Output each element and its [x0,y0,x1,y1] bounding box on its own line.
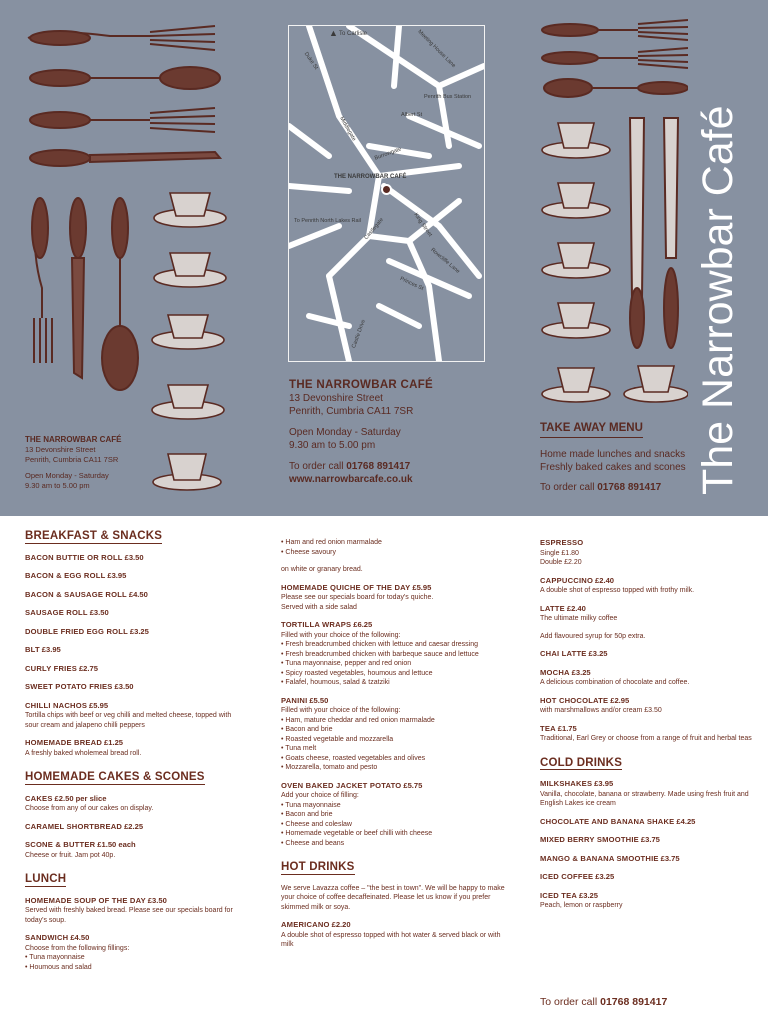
map-label-albert-st: Albert St [401,112,423,118]
location-map [288,25,485,362]
map-label-castle-drive: Castle Drive [351,318,367,350]
left-address-block [25,435,121,491]
filling-item: • Ham and red onion marmalade [281,538,506,548]
takeaway-order-line [540,481,700,494]
menu-item: OVEN BAKED JACKET POTATO £5.75 Add your choice of filling: • Tuna mayonnaise • Bacon and brie • Cheese and coleslaw • Homemade vegetable or beef chilli with cheese • Cheese and beans [281,781,506,849]
map-label-north-arrow: ▲ [329,28,338,38]
filling-item: • Cheese savoury [281,548,506,558]
cup-illustration [150,440,230,500]
opening-days: Open Monday - Saturday [25,471,109,480]
menu-item: TEA £1.75 Traditional, Earl Grey or choose from a range of fruit and herbal teas [540,723,752,742]
map-location-marker [381,184,392,195]
center-opening-days: Open Monday - Saturday [289,427,401,438]
menu-item: PANINI £5.50 Filled with your choice of the following: • Ham, mature cheddar and red onion marmalade • Bacon and brie • Roasted vegetable and mozzarella • Tuna melt • Goats cheese, roasted vegetables and olives • Mozzarella, tomato and pesto [281,696,506,773]
menu-item: HOMEMADE SOUP OF THE DAY £3.50 Served with freshly baked bread. Please see our specials board for today's soup. [25,895,233,924]
menu-item: TORTILLA WRAPS £6.25 Filled with your choice of the following: • Fresh breadcrumbed chicken with lettuce and caesar dressing • Fresh breadcrumbed chicken with barbeque sauce and lettuce • Tuna mayonnaise, pepper and red onion • Spicy roasted vegetables, houmous and lettuce • Falafel, houmous, salad & tzatziki [281,620,506,688]
menu-item: SAUSAGE ROLL £3.50 [25,608,109,617]
menu-item: SWEET POTATO FRIES £3.50 [25,682,134,691]
menu-item: HOMEMADE BREAD £1.25 A freshly baked wholemeal bread roll. [25,738,142,757]
center-address-1: 13 Devonshire Street [289,393,383,404]
center-opening-hours: 9.30 am to 5.00 pm [289,440,376,451]
menu-item: CAPPUCCINO £2.40 A double shot of espresso topped with frothy milk. [540,575,695,594]
filling-item: • Cheese and beans [281,839,506,849]
center-order-label: To order call [289,461,344,472]
filling-item: • Roasted vegetable and mozzarella [281,735,506,745]
filling-item: • Houmous and salad [25,963,245,973]
syrup-note: Add flavoured syrup for 50p extra. [540,632,646,640]
menu-item: MILKSHAKES £3.95 Vanilla, chocolate, banana or strawberry. Made using fresh fruit and English Lakes ice cream [540,779,749,807]
map-label-bus-station: Penrith Bus Station [424,94,472,100]
menu-item: CARAMEL SHORTBREAD £2.25 [25,821,144,831]
map-label-king-street: King Street [412,212,433,238]
map-label-rowcliffe-lane: Rowcliffe Lane [429,247,461,275]
filling-item: • Falafel, houmous, salad & tzatziki [281,678,506,688]
center-website-link[interactable]: www.narrowbarcafe.co.uk [289,474,413,485]
menu-item: MOCHA £3.25 A delicious combination of chocolate and coffee. [540,667,690,686]
cafe-name: THE NARROWBAR CAFÉ [25,435,122,444]
menu-item: MANGO & BANANA SMOOTHIE £3.75 [540,853,680,863]
takeaway-line-1: Home made lunches and snacks [540,449,686,460]
menu-item: MIXED BERRY SMOOTHIE £3.75 [540,835,660,844]
opening-hours: 9.30 am to 5.00 pm [25,481,90,490]
center-order-line [289,460,509,473]
filling-item: • Cheese and coleslaw [281,820,506,830]
menu-item: CHOCOLATE AND BANANA SHAKE £4.25 [540,816,696,826]
filling-item: • Tuna mayonnaise [25,953,245,963]
menu-item: CAKES £2.50 per slice Choose from any of our cakes on display. [25,793,154,812]
menu-item: HOMEMADE QUICHE OF THE DAY £5.95 Please see our specials board for today's quiche. Served with a side salad [281,582,434,611]
cutlery-illustration [20,18,260,438]
menu-item: BLT £3.95 [25,645,61,654]
map-label-castlegate: Castlegate [363,216,385,242]
takeaway-order-label: To order call [540,482,595,493]
menu-item: BACON BUTTIE OR ROLL £3.50 [25,552,144,562]
filling-item: • Tuna mayonnaise [281,801,506,811]
map-label-meeting-house-lane: Meeting House Lane [416,28,457,70]
filling-item: • Tuna mayonnaise, pepper and red onion [281,659,506,669]
center-contact-block [289,379,509,486]
menu-item: CHILLI NACHOS £5.95 Tortilla chips with beef or veg chilli and melted cheese, topped with sour cream and jalapeno chilli peppers [25,700,232,729]
takeaway-block [540,422,700,494]
lunch-section-title: LUNCH [25,873,67,885]
menu-item: SANDWICH £4.50 Choose from the following fillings: • Tuna mayonnaise • Houmous and salad [25,933,245,972]
takeaway-title: TAKE AWAY MENU [540,422,643,438]
address-line-2: Penrith, Cumbria CA11 7SR [25,455,119,464]
menu-column-1 [25,532,245,980]
sandwich-note: on white or granary bread. [281,566,363,573]
center-cafe-name: THE NARROWBAR CAFÉ [289,379,434,391]
right-cutlery-illustration [538,18,688,413]
map-label-duke-st: Duke St [302,51,319,71]
map-label-carlisle: To Carlisle [339,31,368,37]
menu-item: CHAI LATTE £3.25 [540,649,608,658]
map-label-cafe: THE NARROWBAR CAFÉ [334,174,407,180]
cold-drinks-section-title: COLD DRINKS [540,756,623,769]
hot-drinks-intro: We serve Lavazza coffee – "the best in town". We will be happy to make your choice of coffee decaffeinated. Please let us know if you prefer skimmed milk or soya. [281,884,505,911]
menu-item: ICED COFFEE £3.25 [540,872,615,881]
cakes-section-title: HOMEMADE CAKES & SCONES [25,771,205,783]
filling-item: • Homemade vegetable or beef chilli with cheese [281,829,506,839]
menu-item: BACON & EGG ROLL £3.95 [25,571,127,580]
filling-item: • Mozzarella, tomato and pesto [281,763,506,773]
takeaway-line-2: Freshly baked cakes and scones [540,462,686,473]
filling-item: • Bacon and brie [281,810,506,820]
menu-item: LATTE £2.40 The ultimate milky coffee [540,603,618,622]
center-address-2: Penrith, Cumbria CA11 7SR [289,406,414,417]
center-phone[interactable]: 01768 891417 [346,461,411,472]
map-label-burrowgate: Burrowgate [373,146,403,162]
brand-title-text: The Narrowbar Café [694,105,742,495]
filling-item: • Bacon and brie [281,725,506,735]
filling-item: • Goats cheese, roasted vegetables and olives [281,754,506,764]
takeaway-phone[interactable]: 01768 891417 [597,482,662,493]
menu-item: BACON & SAUSAGE ROLL £4.50 [25,589,148,599]
filling-item: • Fresh breadcrumbed chicken with barbeque sauce and lettuce [281,650,506,660]
filling-item: • Ham, mature cheddar and red onion marmalade [281,716,506,726]
menu-item: ICED TEA £3.25 Peach, lemon or raspberry [540,890,623,909]
menu-item: DOUBLE FRIED EGG ROLL £3.25 [25,626,149,636]
menu-item: CURLY FRIES £2.75 [25,663,98,673]
bottom-phone[interactable]: 01768 891417 [600,996,668,1008]
map-label-middlegate: Middlegate [338,115,357,143]
bottom-order-label: To order call [540,996,598,1008]
menu-column-3 [540,538,762,919]
bottom-order-line [540,996,667,1008]
filling-item: • Tuna melt [281,744,506,754]
menu-item: SCONE & BUTTER £1.50 each Cheese or fruit. Jam pot 40p. [25,840,136,859]
breakfast-section-title: BREAKFAST & SNACKS [25,530,163,542]
filling-item: • Fresh breadcrumbed chicken with lettuce and caesar dressing [281,640,506,650]
map-label-penrith-rail: To Penrith North Lakes Rail [294,218,361,224]
address-line-1: 13 Devonshire Street [25,445,96,454]
menu-item: HOT CHOCOLATE £2.95 with marshmallows and/or cream £3.50 [540,695,662,714]
menu-item: AMERICANO £2.20 A double shot of espresso topped with hot water & served black or with milk [281,920,501,948]
hot-drinks-section-title: HOT DRINKS [281,861,355,873]
map-label-princes-st: Princes St [398,275,425,293]
filling-item: • Spicy roasted vegetables, houmous and lettuce [281,669,506,679]
menu-item: ESPRESSO Single £1.80 Double £2.20 [540,538,584,566]
menu-column-2 [281,538,506,958]
brand-title-vertical [690,30,750,500]
